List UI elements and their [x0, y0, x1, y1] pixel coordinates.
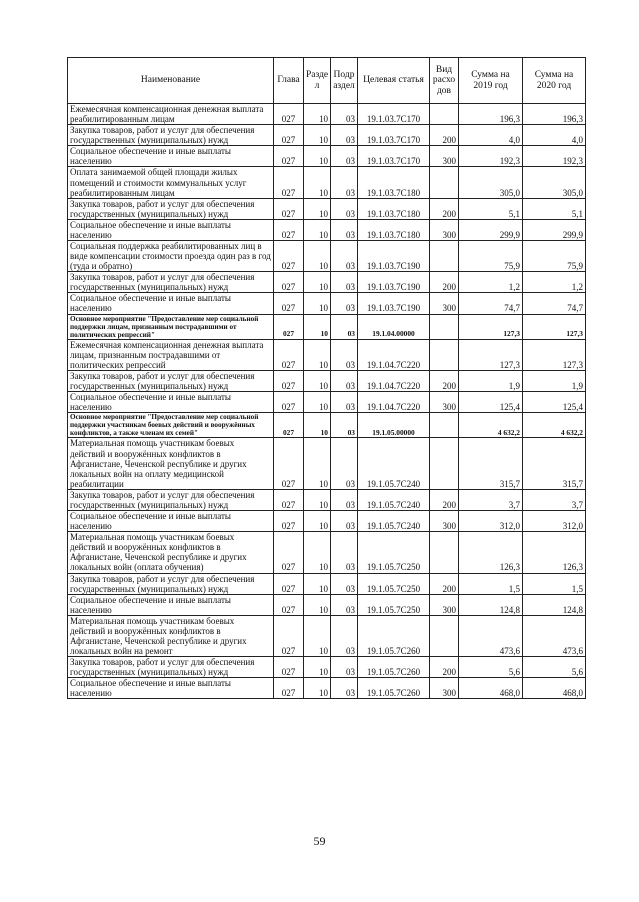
- cell-glava: 027: [274, 438, 304, 489]
- cell-sum2019: 74,7: [459, 293, 523, 314]
- cell-vid: 200: [430, 272, 459, 293]
- table-row: [68, 573, 586, 594]
- cell-name: Социальное обеспечение и иные выплаты населению: [68, 511, 274, 532]
- cell-podrazdel: 03: [331, 657, 358, 678]
- cell-sum2020: 5,6: [523, 657, 586, 678]
- cell-target: 19.1.05.7С250: [358, 573, 430, 594]
- cell-vid: 200: [430, 489, 459, 510]
- cell-vid: 200: [430, 125, 459, 146]
- cell-vid: [430, 615, 459, 656]
- cell-vid: 300: [430, 146, 459, 167]
- cell-sum2020: 127,3: [523, 314, 586, 339]
- cell-glava: 027: [274, 293, 304, 314]
- cell-sum2019: 75,9: [459, 241, 523, 272]
- cell-vid: [430, 413, 459, 438]
- cell-target: 19.1.05.00000: [358, 413, 430, 438]
- cell-sum2020: 124,8: [523, 594, 586, 615]
- header-podrazdel: Подр аздел: [331, 58, 358, 104]
- cell-target: 19.1.05.7С260: [358, 615, 430, 656]
- cell-vid: 200: [430, 198, 459, 219]
- table-row: [68, 615, 586, 656]
- cell-name: Закупка товаров, работ и услуг для обеспечения государственных (муниципальных) нужд: [68, 125, 274, 146]
- cell-sum2020: 1,5: [523, 573, 586, 594]
- cell-podrazdel: 03: [331, 532, 358, 573]
- cell-sum2020: 305,0: [523, 167, 586, 198]
- table-row: [68, 489, 586, 510]
- cell-razdel: 10: [304, 167, 331, 198]
- cell-sum2020: 74,7: [523, 293, 586, 314]
- table-row: [68, 438, 586, 489]
- table-row: [68, 594, 586, 615]
- cell-podrazdel: 03: [331, 489, 358, 510]
- cell-glava: 027: [274, 489, 304, 510]
- table-row: [68, 370, 586, 391]
- cell-razdel: 10: [304, 573, 331, 594]
- cell-vid: 300: [430, 219, 459, 240]
- cell-name: Закупка товаров, работ и услуг для обеспечения государственных (муниципальных) нужд: [68, 573, 274, 594]
- cell-glava: 027: [274, 241, 304, 272]
- budget-table: [67, 57, 586, 699]
- table-row: [68, 272, 586, 293]
- cell-razdel: 10: [304, 339, 331, 370]
- cell-sum2020: 312,0: [523, 511, 586, 532]
- cell-glava: 027: [274, 146, 304, 167]
- table-row: [68, 413, 586, 438]
- header-target: Целевая статья: [358, 58, 430, 104]
- cell-glava: 027: [274, 219, 304, 240]
- header-row: [68, 58, 586, 104]
- cell-sum2019: 5,1: [459, 198, 523, 219]
- cell-glava: 027: [274, 104, 304, 125]
- cell-razdel: 10: [304, 104, 331, 125]
- cell-name: Основное мероприятие "Предоставление мер социальной поддержки лицам, признанным пострадавшими от политических репрессий": [68, 314, 274, 339]
- cell-sum2020: 127,3: [523, 339, 586, 370]
- cell-sum2019: 192,3: [459, 146, 523, 167]
- cell-vid: [430, 339, 459, 370]
- cell-sum2020: 468,0: [523, 678, 586, 699]
- cell-podrazdel: 03: [331, 167, 358, 198]
- cell-target: 19.1.03.7С170: [358, 104, 430, 125]
- cell-razdel: 10: [304, 532, 331, 573]
- table-row: [68, 167, 586, 198]
- cell-sum2020: 1,9: [523, 370, 586, 391]
- table-row: [68, 293, 586, 314]
- cell-target: 19.1.03.7С190: [358, 293, 430, 314]
- cell-razdel: 10: [304, 413, 331, 438]
- cell-sum2020: 1,2: [523, 272, 586, 293]
- cell-target: 19.1.03.7С180: [358, 198, 430, 219]
- cell-target: 19.1.03.7С170: [358, 125, 430, 146]
- cell-glava: 027: [274, 678, 304, 699]
- cell-sum2019: 305,0: [459, 167, 523, 198]
- cell-vid: 200: [430, 370, 459, 391]
- cell-razdel: 10: [304, 314, 331, 339]
- cell-sum2020: 4 632,2: [523, 413, 586, 438]
- cell-sum2019: 124,8: [459, 594, 523, 615]
- cell-sum2019: 126,3: [459, 532, 523, 573]
- cell-podrazdel: 03: [331, 146, 358, 167]
- cell-podrazdel: 03: [331, 339, 358, 370]
- cell-sum2020: 192,3: [523, 146, 586, 167]
- cell-vid: [430, 438, 459, 489]
- cell-target: 19.1.05.7С260: [358, 657, 430, 678]
- table-row: [68, 241, 586, 272]
- cell-glava: 027: [274, 573, 304, 594]
- cell-sum2020: 196,3: [523, 104, 586, 125]
- cell-sum2019: 468,0: [459, 678, 523, 699]
- table-row: [68, 678, 586, 699]
- cell-vid: 300: [430, 392, 459, 413]
- cell-glava: 027: [274, 532, 304, 573]
- cell-podrazdel: 03: [331, 272, 358, 293]
- cell-glava: 027: [274, 615, 304, 656]
- cell-podrazdel: 03: [331, 314, 358, 339]
- cell-name: Закупка товаров, работ и услуг для обеспечения государственных (муниципальных) нужд: [68, 370, 274, 391]
- cell-podrazdel: 03: [331, 125, 358, 146]
- cell-target: 19.1.05.7С240: [358, 511, 430, 532]
- cell-razdel: 10: [304, 511, 331, 532]
- cell-name: Ежемесячная компенсационная денежная выплата лицам, признанным пострадавшими от политических репрессий: [68, 339, 274, 370]
- cell-name: Ежемесячная компенсационная денежная выплата реабилитированным лицам: [68, 104, 274, 125]
- cell-razdel: 10: [304, 615, 331, 656]
- cell-glava: 027: [274, 314, 304, 339]
- cell-name: Социальное обеспечение и иные выплаты населению: [68, 293, 274, 314]
- cell-sum2019: 473,6: [459, 615, 523, 656]
- cell-vid: [430, 532, 459, 573]
- cell-podrazdel: 03: [331, 413, 358, 438]
- cell-name: Социальное обеспечение и иные выплаты населению: [68, 146, 274, 167]
- cell-target: 19.1.05.7С240: [358, 489, 430, 510]
- header-name: Наименование: [68, 58, 274, 104]
- table-row: [68, 511, 586, 532]
- cell-podrazdel: 03: [331, 511, 358, 532]
- cell-name: Материальная помощь участникам боевых действий и вооружённых конфликтов в Афганистане, Чеченской республике и других локальных войн на ремонт: [68, 615, 274, 656]
- header-razdel: Разде л: [304, 58, 331, 104]
- cell-sum2020: 3,7: [523, 489, 586, 510]
- cell-razdel: 10: [304, 125, 331, 146]
- cell-name: Социальное обеспечение и иные выплаты населению: [68, 219, 274, 240]
- cell-name: Социальное обеспечение и иные выплаты населению: [68, 678, 274, 699]
- cell-podrazdel: 03: [331, 370, 358, 391]
- cell-target: 19.1.04.7С220: [358, 370, 430, 391]
- cell-sum2019: 4 632,2: [459, 413, 523, 438]
- cell-sum2019: 312,0: [459, 511, 523, 532]
- cell-vid: 300: [430, 511, 459, 532]
- header-sum2019: Сумма на 2019 год: [459, 58, 523, 104]
- cell-target: 19.1.04.00000: [358, 314, 430, 339]
- cell-razdel: 10: [304, 489, 331, 510]
- table-row: [68, 146, 586, 167]
- cell-podrazdel: 03: [331, 198, 358, 219]
- table-header: [68, 58, 586, 104]
- cell-razdel: 10: [304, 678, 331, 699]
- cell-glava: 027: [274, 594, 304, 615]
- cell-glava: 027: [274, 198, 304, 219]
- cell-name: Закупка товаров, работ и услуг для обеспечения государственных (муниципальных) нужд: [68, 489, 274, 510]
- cell-sum2019: 3,7: [459, 489, 523, 510]
- cell-vid: 300: [430, 293, 459, 314]
- cell-razdel: 10: [304, 241, 331, 272]
- cell-name: Основное мероприятие "Предоставление мер социальной поддержки участникам боевых действий и вооружённых конфликтов, а также членам их семей": [68, 413, 274, 438]
- cell-vid: [430, 314, 459, 339]
- cell-name: Материальная помощь участникам боевых действий и вооружённых конфликтов в Афганистане, Чеченской республике и других локальных войн на оплату медицинской реабилитации: [68, 438, 274, 489]
- cell-glava: 027: [274, 413, 304, 438]
- cell-razdel: 10: [304, 219, 331, 240]
- cell-sum2020: 5,1: [523, 198, 586, 219]
- cell-sum2020: 75,9: [523, 241, 586, 272]
- cell-podrazdel: 03: [331, 594, 358, 615]
- cell-razdel: 10: [304, 272, 331, 293]
- cell-razdel: 10: [304, 146, 331, 167]
- cell-glava: 027: [274, 511, 304, 532]
- cell-sum2019: 1,2: [459, 272, 523, 293]
- cell-vid: 200: [430, 573, 459, 594]
- cell-glava: 027: [274, 167, 304, 198]
- cell-vid: [430, 167, 459, 198]
- cell-podrazdel: 03: [331, 615, 358, 656]
- cell-sum2019: 299,9: [459, 219, 523, 240]
- table-row: [68, 392, 586, 413]
- table-row: [68, 104, 586, 125]
- header-vid: Вид расхо дов: [430, 58, 459, 104]
- cell-sum2019: 1,9: [459, 370, 523, 391]
- cell-name: Социальная поддержка реабилитированных лиц в виде компенсации стоимости проезда один раз в год (туда и обратно): [68, 241, 274, 272]
- cell-sum2020: 473,6: [523, 615, 586, 656]
- cell-sum2019: 127,3: [459, 339, 523, 370]
- cell-sum2020: 125,4: [523, 392, 586, 413]
- cell-glava: 027: [274, 657, 304, 678]
- cell-sum2020: 126,3: [523, 532, 586, 573]
- cell-sum2019: 196,3: [459, 104, 523, 125]
- cell-sum2020: 299,9: [523, 219, 586, 240]
- cell-name: Закупка товаров, работ и услуг для обеспечения государственных (муниципальных) нужд: [68, 198, 274, 219]
- table-row: [68, 339, 586, 370]
- table-body: [68, 104, 586, 699]
- cell-vid: [430, 104, 459, 125]
- cell-target: 19.1.05.7С250: [358, 594, 430, 615]
- cell-name: Социальное обеспечение и иные выплаты населению: [68, 392, 274, 413]
- cell-podrazdel: 03: [331, 678, 358, 699]
- cell-sum2019: 1,5: [459, 573, 523, 594]
- table-row: [68, 657, 586, 678]
- cell-sum2020: 315,7: [523, 438, 586, 489]
- cell-name: Социальное обеспечение и иные выплаты населению: [68, 594, 274, 615]
- cell-glava: 027: [274, 392, 304, 413]
- table-row: [68, 219, 586, 240]
- cell-razdel: 10: [304, 392, 331, 413]
- cell-target: 19.1.03.7С190: [358, 272, 430, 293]
- cell-sum2020: 4,0: [523, 125, 586, 146]
- table-row: [68, 198, 586, 219]
- cell-razdel: 10: [304, 594, 331, 615]
- header-glava: Глава: [274, 58, 304, 104]
- cell-target: 19.1.03.7С190: [358, 241, 430, 272]
- cell-razdel: 10: [304, 370, 331, 391]
- header-sum2020: Сумма на 2020 год: [523, 58, 586, 104]
- cell-target: 19.1.05.7С240: [358, 438, 430, 489]
- cell-target: 19.1.03.7С180: [358, 167, 430, 198]
- cell-podrazdel: 03: [331, 438, 358, 489]
- cell-target: 19.1.03.7С170: [358, 146, 430, 167]
- cell-vid: [430, 241, 459, 272]
- table-row: [68, 125, 586, 146]
- cell-name: Материальная помощь участникам боевых действий и вооружённых конфликтов в Афганистане, Чеченской республике и других локальных войн (оплата обучения): [68, 532, 274, 573]
- cell-vid: 300: [430, 594, 459, 615]
- cell-target: 19.1.04.7С220: [358, 392, 430, 413]
- cell-podrazdel: 03: [331, 241, 358, 272]
- cell-name: Закупка товаров, работ и услуг для обеспечения государственных (муниципальных) нужд: [68, 272, 274, 293]
- table-row: [68, 532, 586, 573]
- cell-name: Закупка товаров, работ и услуг для обеспечения государственных (муниципальных) нужд: [68, 657, 274, 678]
- cell-target: 19.1.05.7С260: [358, 678, 430, 699]
- cell-podrazdel: 03: [331, 104, 358, 125]
- cell-sum2019: 4,0: [459, 125, 523, 146]
- cell-podrazdel: 03: [331, 219, 358, 240]
- cell-vid: 200: [430, 657, 459, 678]
- table-row: [68, 314, 586, 339]
- cell-razdel: 10: [304, 293, 331, 314]
- cell-glava: 027: [274, 272, 304, 293]
- cell-target: 19.1.04.7С220: [358, 339, 430, 370]
- cell-podrazdel: 03: [331, 293, 358, 314]
- cell-glava: 027: [274, 125, 304, 146]
- cell-razdel: 10: [304, 438, 331, 489]
- cell-razdel: 10: [304, 657, 331, 678]
- cell-podrazdel: 03: [331, 573, 358, 594]
- cell-glava: 027: [274, 370, 304, 391]
- cell-vid: 300: [430, 678, 459, 699]
- cell-name: Оплата занимаемой общей площади жилых помещений и стоимости коммунальных услуг реабилитированным лицам: [68, 167, 274, 198]
- cell-glava: 027: [274, 339, 304, 370]
- cell-razdel: 10: [304, 198, 331, 219]
- cell-target: 19.1.05.7С250: [358, 532, 430, 573]
- cell-sum2019: 125,4: [459, 392, 523, 413]
- cell-sum2019: 5,6: [459, 657, 523, 678]
- cell-target: 19.1.03.7С180: [358, 219, 430, 240]
- cell-podrazdel: 03: [331, 392, 358, 413]
- page-number: 59: [313, 834, 326, 848]
- cell-sum2019: 315,7: [459, 438, 523, 489]
- cell-sum2019: 127,3: [459, 314, 523, 339]
